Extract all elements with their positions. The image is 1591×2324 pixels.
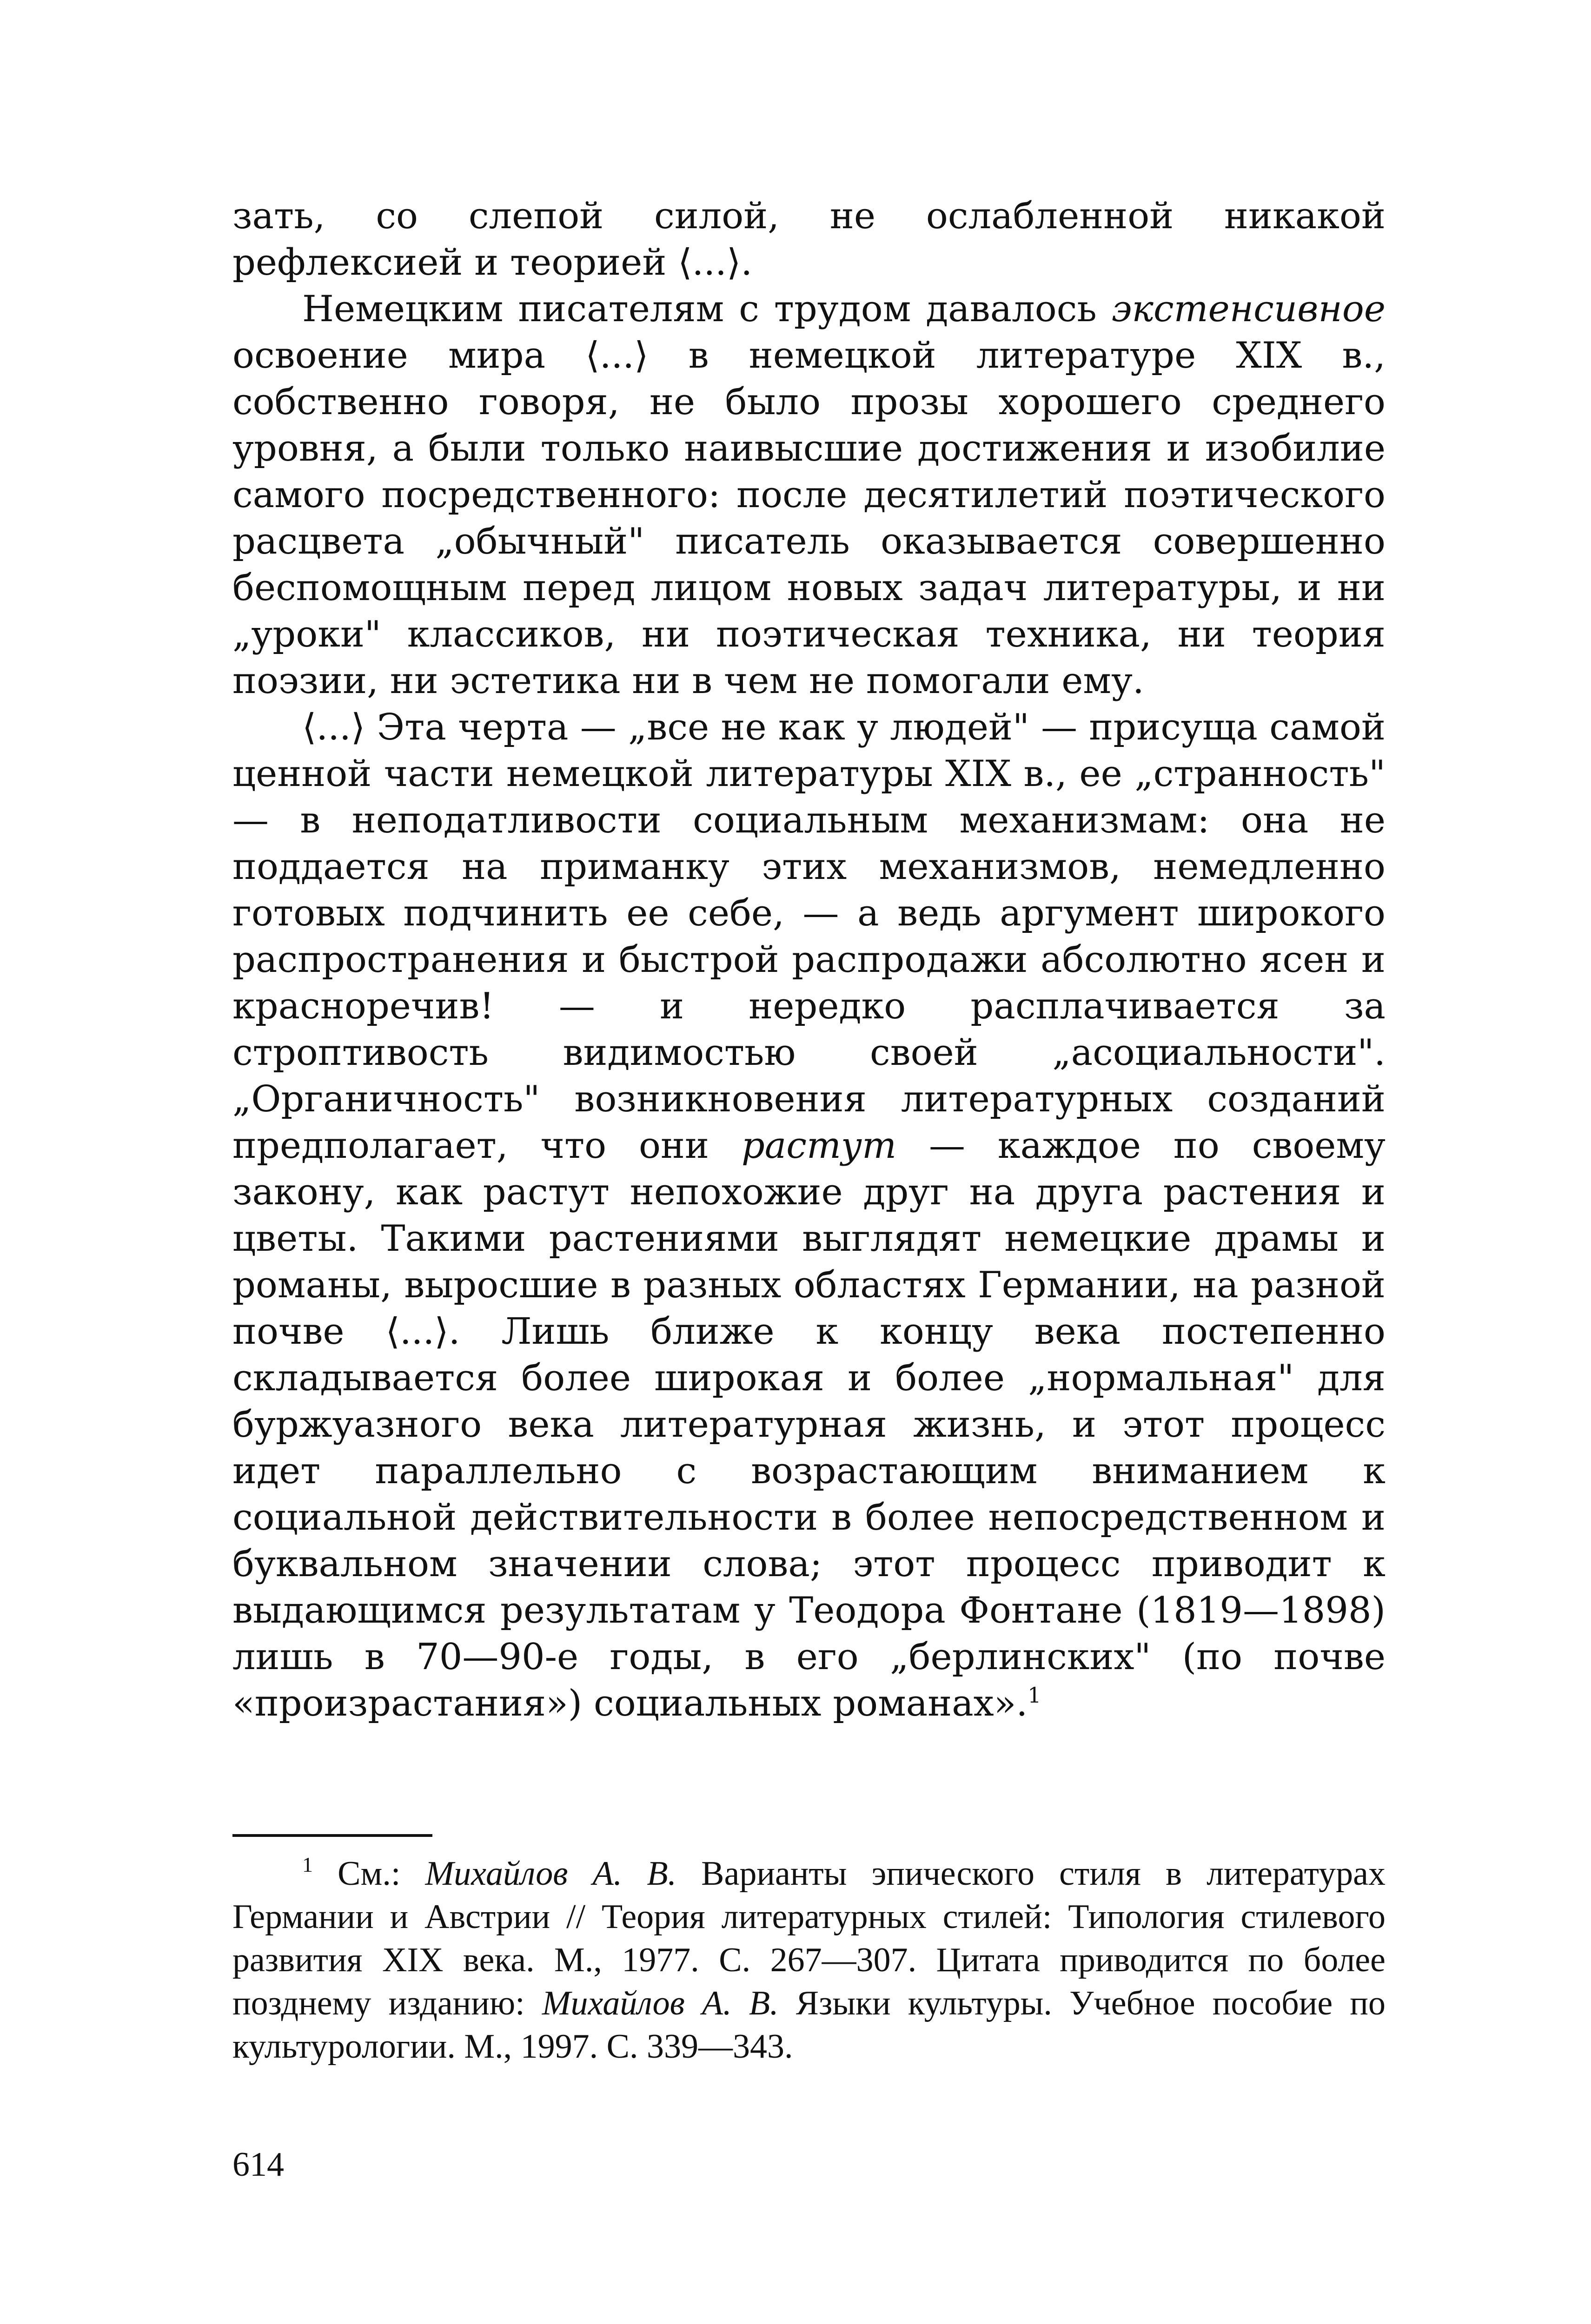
emphasis-text: экстенсивное [1111, 288, 1385, 330]
text-segment: зать, со слепой силой, не ослабленной никакой рефлексией и теорией ⟨...⟩. [232, 195, 1385, 284]
page-number: 614 [232, 2146, 284, 2184]
paragraph-1 [232, 193, 1385, 286]
text-segment: См.: [313, 1855, 425, 1893]
text-segment: — каждое по своему закону, как растут непохожие друг на друга растения и цветы. Такими растениями выглядят немецкие драмы и романы, выросшие в разных областях Германии, на разной почве ⟨...⟩. Лишь ближе к концу века постепенно складывается более широкая и более „нормальная" для буржуазного века литературная жизнь, и этот процесс идет параллельно с возрастающим вниманием к социальной действительности в более непосредственном и буквальном значении слова; этот процесс приводит к выдающимся результатам у Теодора Фонтане (1819—1898) лишь в 70—90-е годы, в его „берлинских" (по почве «произрастания») социальных романах». [232, 1125, 1386, 1724]
text-segment: освоение мира ⟨...⟩ в немецкой литературе XIX в., собственно говоря, не было прозы хорошего среднего уровня, а были только наивысшие достижения и изобилие самого посредственного: после десятилетий поэтического расцвета „обычный" писатель оказывается совершенно беспомощным перед лицом новых задач литературы, и ни „уроки" классиков, ни поэтическая техника, ни теория поэзии, ни эстетика ни в чем не помогали ему. [232, 335, 1385, 702]
footnote-separator [232, 1834, 432, 1837]
text-segment: Варианты эпического стиля в литературах Германии и Австрии // Теория литературных стилей: Типология стилевого развития XIX века. М., 1977. С. 267—307. Цитата приводится по более позднему изданию: [232, 1855, 1385, 2022]
emphasis-text: растут [741, 1125, 897, 1167]
emphasis-text: Михайлов А. В. [425, 1855, 677, 1893]
text-segment: Немецким писателям с трудом давалось [302, 288, 1112, 330]
footnote [232, 1852, 1385, 2068]
paragraph-2 [232, 286, 1385, 704]
footnote-reference: 1 [1028, 1683, 1041, 1708]
emphasis-text: Михайлов А. В. [542, 1984, 779, 2022]
footnote-text [232, 1852, 1385, 2068]
main-text [232, 193, 1385, 1727]
footnote-mark: 1 [302, 1853, 313, 1876]
text-segment: Языки культуры. Учебное пособие по культурологии. М., 1997. С. 339—343. [232, 1984, 1385, 2066]
text-segment: ⟨...⟩ Эта черта — „все не как у людей" — присуща самой ценной части немецкой литературы XIX в., ее „странность" — в неподатливости социальным механизмам: она не поддается на приманку этих механизмов, немедленно готовых подчинить ее себе, — а ведь аргумент широкого распространения и быстрой распродажи абсолютно ясен и красноречив! — и нередко расплачивается за строптивость видимостью своей „асоциальности". „Органичность" возникновения литературных созданий предполагает, что они [232, 706, 1385, 1167]
paragraph-3 [232, 704, 1385, 1727]
